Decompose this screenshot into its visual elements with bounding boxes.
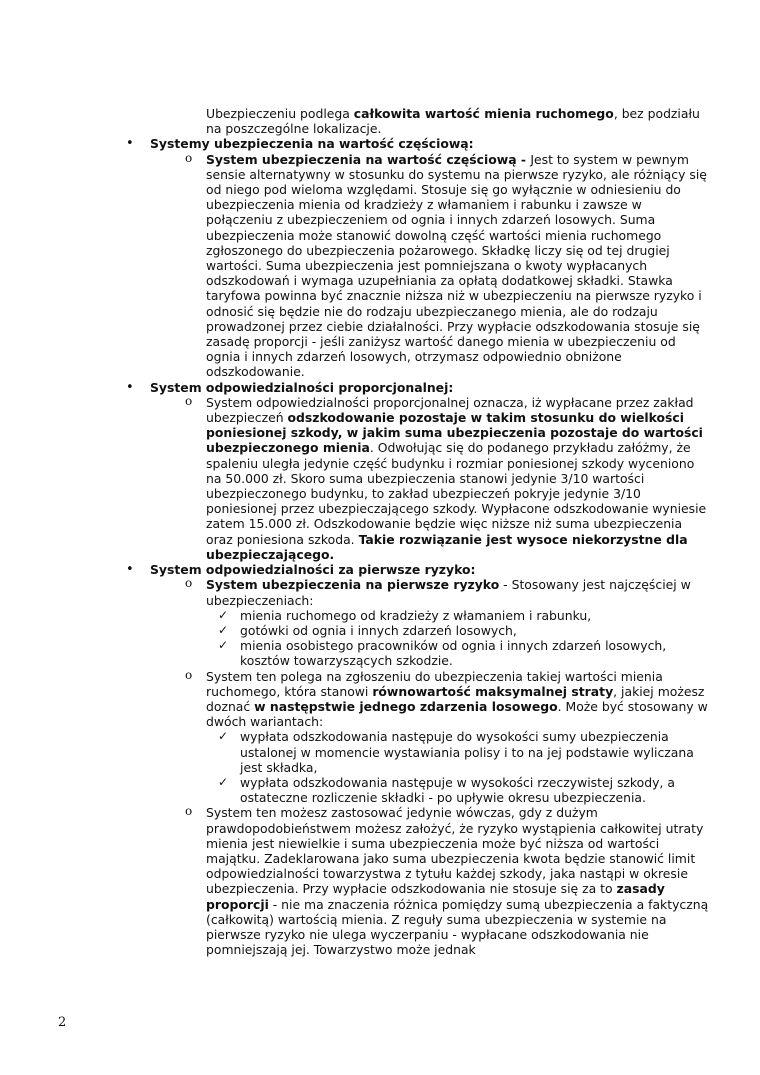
list-item: o System ten możesz zastosować jedynie wówczas, gdy z dużym prawdopodobieństwem możesz założyć, że ryzyko wystąpienia całkowitej utraty mienia jest niewielkie i suma ubezpieczenia może być niższa od wartości majątku. Zadeklarowana jako suma ubezpieczenia kwota będzie stanowić limit odpowiedzialności towarzystwa z tytułu każdej szkody, jaka nastąpi w okresie ubezpieczenia. Przy wypłacie odszkodowania nie stosuje się za to zasady proporcji - nie ma znaczenia różnica pomiędzy sumą ubezpieczenia a faktyczną (całkowitą) wartością mienia. Z reguły suma ubezpieczenia w systemie na pierwsze ryzyko nie ulega wyczerpaniu - wypłacane odszkodowania nie pomniejszają jej. Towarzystwo może jednak — [185, 804, 709, 958]
checklist-item: ✓ wypłata odszkodowania następuje do wysokości sumy ubezpieczenia ustalonej w momencie wystawiania polisy i to na jej podstawie wyliczana jest składka, — [218, 729, 694, 775]
list-item: o System ten polega na zgłoszeniu do ubezpieczenia takiej wartości mienia ruchomego, która stanowi równowartość maksymalnej straty, jakiej możesz doznać w następstwie jednego zdarzenia losowego. Może być stosowany w dwóch wariantach: — [185, 667, 708, 730]
checkmark-icon: ✓ — [218, 622, 229, 637]
checkmark-icon: ✓ — [218, 638, 229, 653]
bullet-circle-icon: o — [185, 804, 193, 819]
section-proportional — [124, 380, 709, 395]
checkmark-icon: ✓ — [218, 607, 229, 622]
continuation-paragraph: Ubezpieczeniu podlega całkowita wartość mienia ruchomego, bez podziału na poszczególne lokalizacje. — [206, 106, 700, 137]
checklist-item: ✓ mienia osobistego pracowników od ognia i innych zdarzeń losowych, kosztów towarzyszących szkodzie. — [218, 638, 667, 669]
bullet-disc-icon: • — [126, 562, 134, 578]
section-title: System odpowiedzialności za pierwsze ryzyko: — [150, 562, 476, 578]
checkmark-icon: ✓ — [218, 774, 229, 789]
list-item: o System odpowiedzialności proporcjonalnej oznacza, iż wypłacane przez zakład ubezpieczeń odszkodowanie pozostaje w takim stosunku do wielkości poniesionej szkody, w jakim suma ubezpieczenia pozostaje do wartości ubezpieczonego mienia. Odwołując się do podanego przykładu załóżmy, że spaleniu uległa jedynie część budynku i rozmiar poniesionej szkody wyceniono na 50.000 zł. Skoro suma ubezpieczenia stanowi jedynie 3/10 wartości ubezpieczonego budynku, to zakład ubezpieczeń pokryje jedynie 3/10 poniesionej przez ubezpieczającego szkody. Wypłacone odszkodowanie wyniesie zatem 15.000 zł. Odszkodowanie będzie więc niższe niż suma ubezpieczenia oraz poniesiona szkoda. Takie rozwiązanie jest wysoce niekorzystne dla ubezpieczającego. — [185, 393, 707, 562]
list-item: o System ubezpieczenia na pierwsze ryzyko - Stosowany jest najczęściej w ubezpieczeniach: — [185, 576, 691, 608]
list-item: o System ubezpieczenia na wartość częściową - Jest to system w pewnym sensie alternatywny w stosunku do systemu na pierwsze ryzyko, ale różniący się od niego pod wieloma względami. Stosuje się go wyłącznie w odniesieniu do ubezpieczenia mienia od kradzieży z włamaniem i rabunku i zawsze w połączeniu z ubezpieczeniem od ognia i innych zdarzeń losowych. Suma ubezpieczenia może stanowić dowolną część wartości mienia ruchomego zgłoszonego do ubezpieczenia pożarowego. Składkę liczy się od tej drugiej wartości. Suma ubezpieczenia jest pomniejszana o kwoty wypłacanych odszkodowań i wymaga uzupełniania za opłatą dodatkowej składki. Stawka taryfowa powinna być znacznie niższa niż w ubezpieczeniu na pierwsze ryzyko i odnosić się będzie nie do rodzaju ubezpieczanego mienia, ale do rodzaju prowadzonej przez ciebie działalności. Przy wypłacie odszkodowania stosuje się zasadę proporcji - jeśli zaniżysz wartość danego mienia w ubezpieczeniu od ognia i innych zdarzeń losowych, otrzymasz odpowiednio obniżone odszkodowanie. — [185, 150, 707, 380]
section-partial-value — [124, 136, 709, 151]
page-number: 2 — [58, 1015, 67, 1030]
section-title: Systemy ubezpieczenia na wartość częściową: — [150, 136, 474, 152]
checklist-item: ✓ gotówki od ognia i innych zdarzeń losowych, — [218, 622, 517, 638]
document-body — [124, 106, 709, 957]
bullet-circle-icon: o — [185, 667, 193, 682]
section-title: System odpowiedzialności proporcjonalnej: — [150, 379, 454, 395]
checklist-item: ✓ wypłata odszkodowania następuje w wysokości rzeczywistej szkody, a ostateczne rozliczenie składki - po upływie okresu ubezpieczenia. — [218, 774, 675, 806]
bullet-disc-icon: • — [126, 379, 134, 395]
checkmark-icon: ✓ — [218, 729, 229, 744]
bullet-circle-icon: o — [185, 576, 193, 591]
checklist-item: ✓ mienia ruchomego od kradzieży z włamaniem i rabunku, — [218, 607, 592, 623]
bullet-disc-icon: • — [126, 136, 134, 152]
section-first-risk — [124, 562, 709, 577]
bullet-circle-icon: o — [185, 150, 193, 165]
bullet-circle-icon: o — [185, 393, 193, 408]
